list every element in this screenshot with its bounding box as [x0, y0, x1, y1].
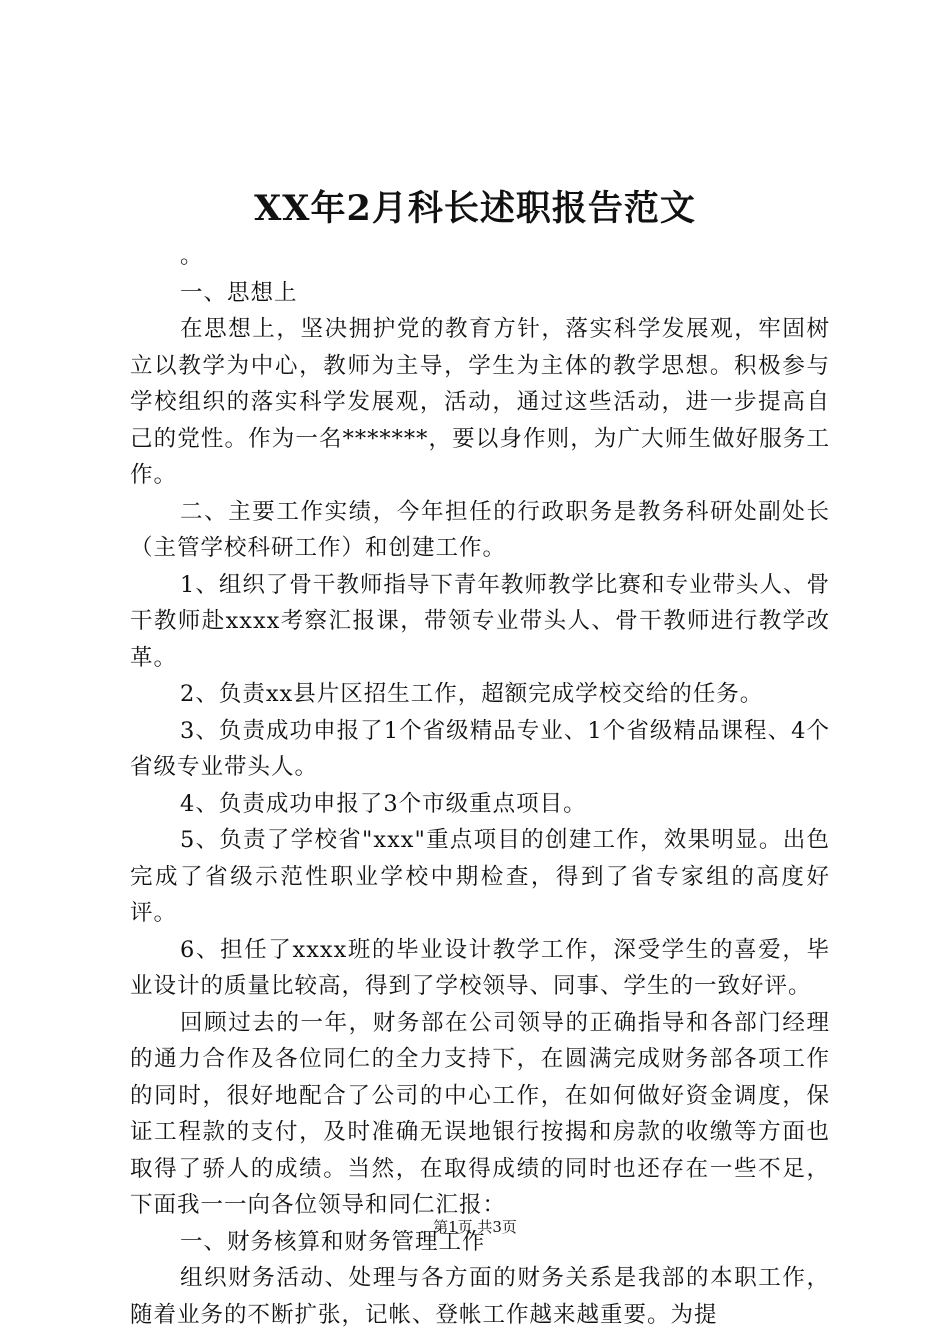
section-heading-thought: 一、思想上: [180, 279, 298, 306]
page-footer: 第1页 共3页: [433, 1218, 517, 1236]
paragraph-finance: 组织财务活动、处理与各方面的财务关系是我部的本职工作，随着业务的不断扩张，记帐、登帐工作越来越重要。为提: [130, 1265, 830, 1328]
document-body: [130, 238, 830, 1333]
list-item-4: 4、负责成功申报了3个市级重点项目。: [180, 790, 587, 817]
list-item-2: 2、负责xx县片区招生工作，超额完成学校交给的任务。: [180, 681, 764, 707]
list-item-3: 3、负责成功申报了1个省级精品专业、1个省级精品课程、4个省级专业带头人。: [130, 717, 830, 780]
section-heading-finance: 一、财务核算和财务管理工作: [180, 1228, 486, 1255]
list-item-6: 6、担任了xxxx班的毕业设计教学工作，深受学生的喜爱，毕业设计的质量比较高，得到了学校领导、同事、学生的一致好评。: [130, 936, 830, 999]
paragraph-thought: 在思想上，坚决拥护党的教育方针，落实科学发展观，牢固树立以教学为中心，教师为主导，学生为主体的教学思想。积极参与学校组织的落实科学发展观，活动，通过这些活动，进一步提高自己的党性。作为一名*******，要以身作则，为广大师生做好服务工作。: [130, 316, 830, 488]
section-heading-achievements: 二、主要工作实绩，今年担任的行政职务是教务科研处副处长（主管学校科研工作）和创建工作。: [130, 498, 830, 561]
list-item-1: 1、组织了骨干教师指导下青年教师教学比赛和专业带头人、骨干教师赴xxxx考察汇报课，带领专业带头人、骨干教师进行教学改革。: [130, 571, 830, 671]
list-item-5: 5、负责了学校省"xxx"重点项目的创建工作，效果明显。出色完成了省级示范性职业学校中期检查，得到了省专家组的高度好评。: [130, 827, 830, 926]
paragraph-intro: 。: [180, 243, 204, 269]
document-title: XX年2月科长述职报告范文: [254, 188, 696, 229]
paragraph-review: 回顾过去的一年，财务部在公司领导的正确指导和各部门经理的通力合作及各位同仁的全力支持下，在圆满完成财务部各项工作的同时，很好地配合了公司的中心工作，在如何做好资金调度，保证工程款的支付，及时准确无误地银行按揭和房款的收缴等方面也取得了骄人的成绩。当然，在取得成绩的同时也还存在一些不足，下面我一一向各位领导和同仁汇报：: [130, 1009, 830, 1218]
